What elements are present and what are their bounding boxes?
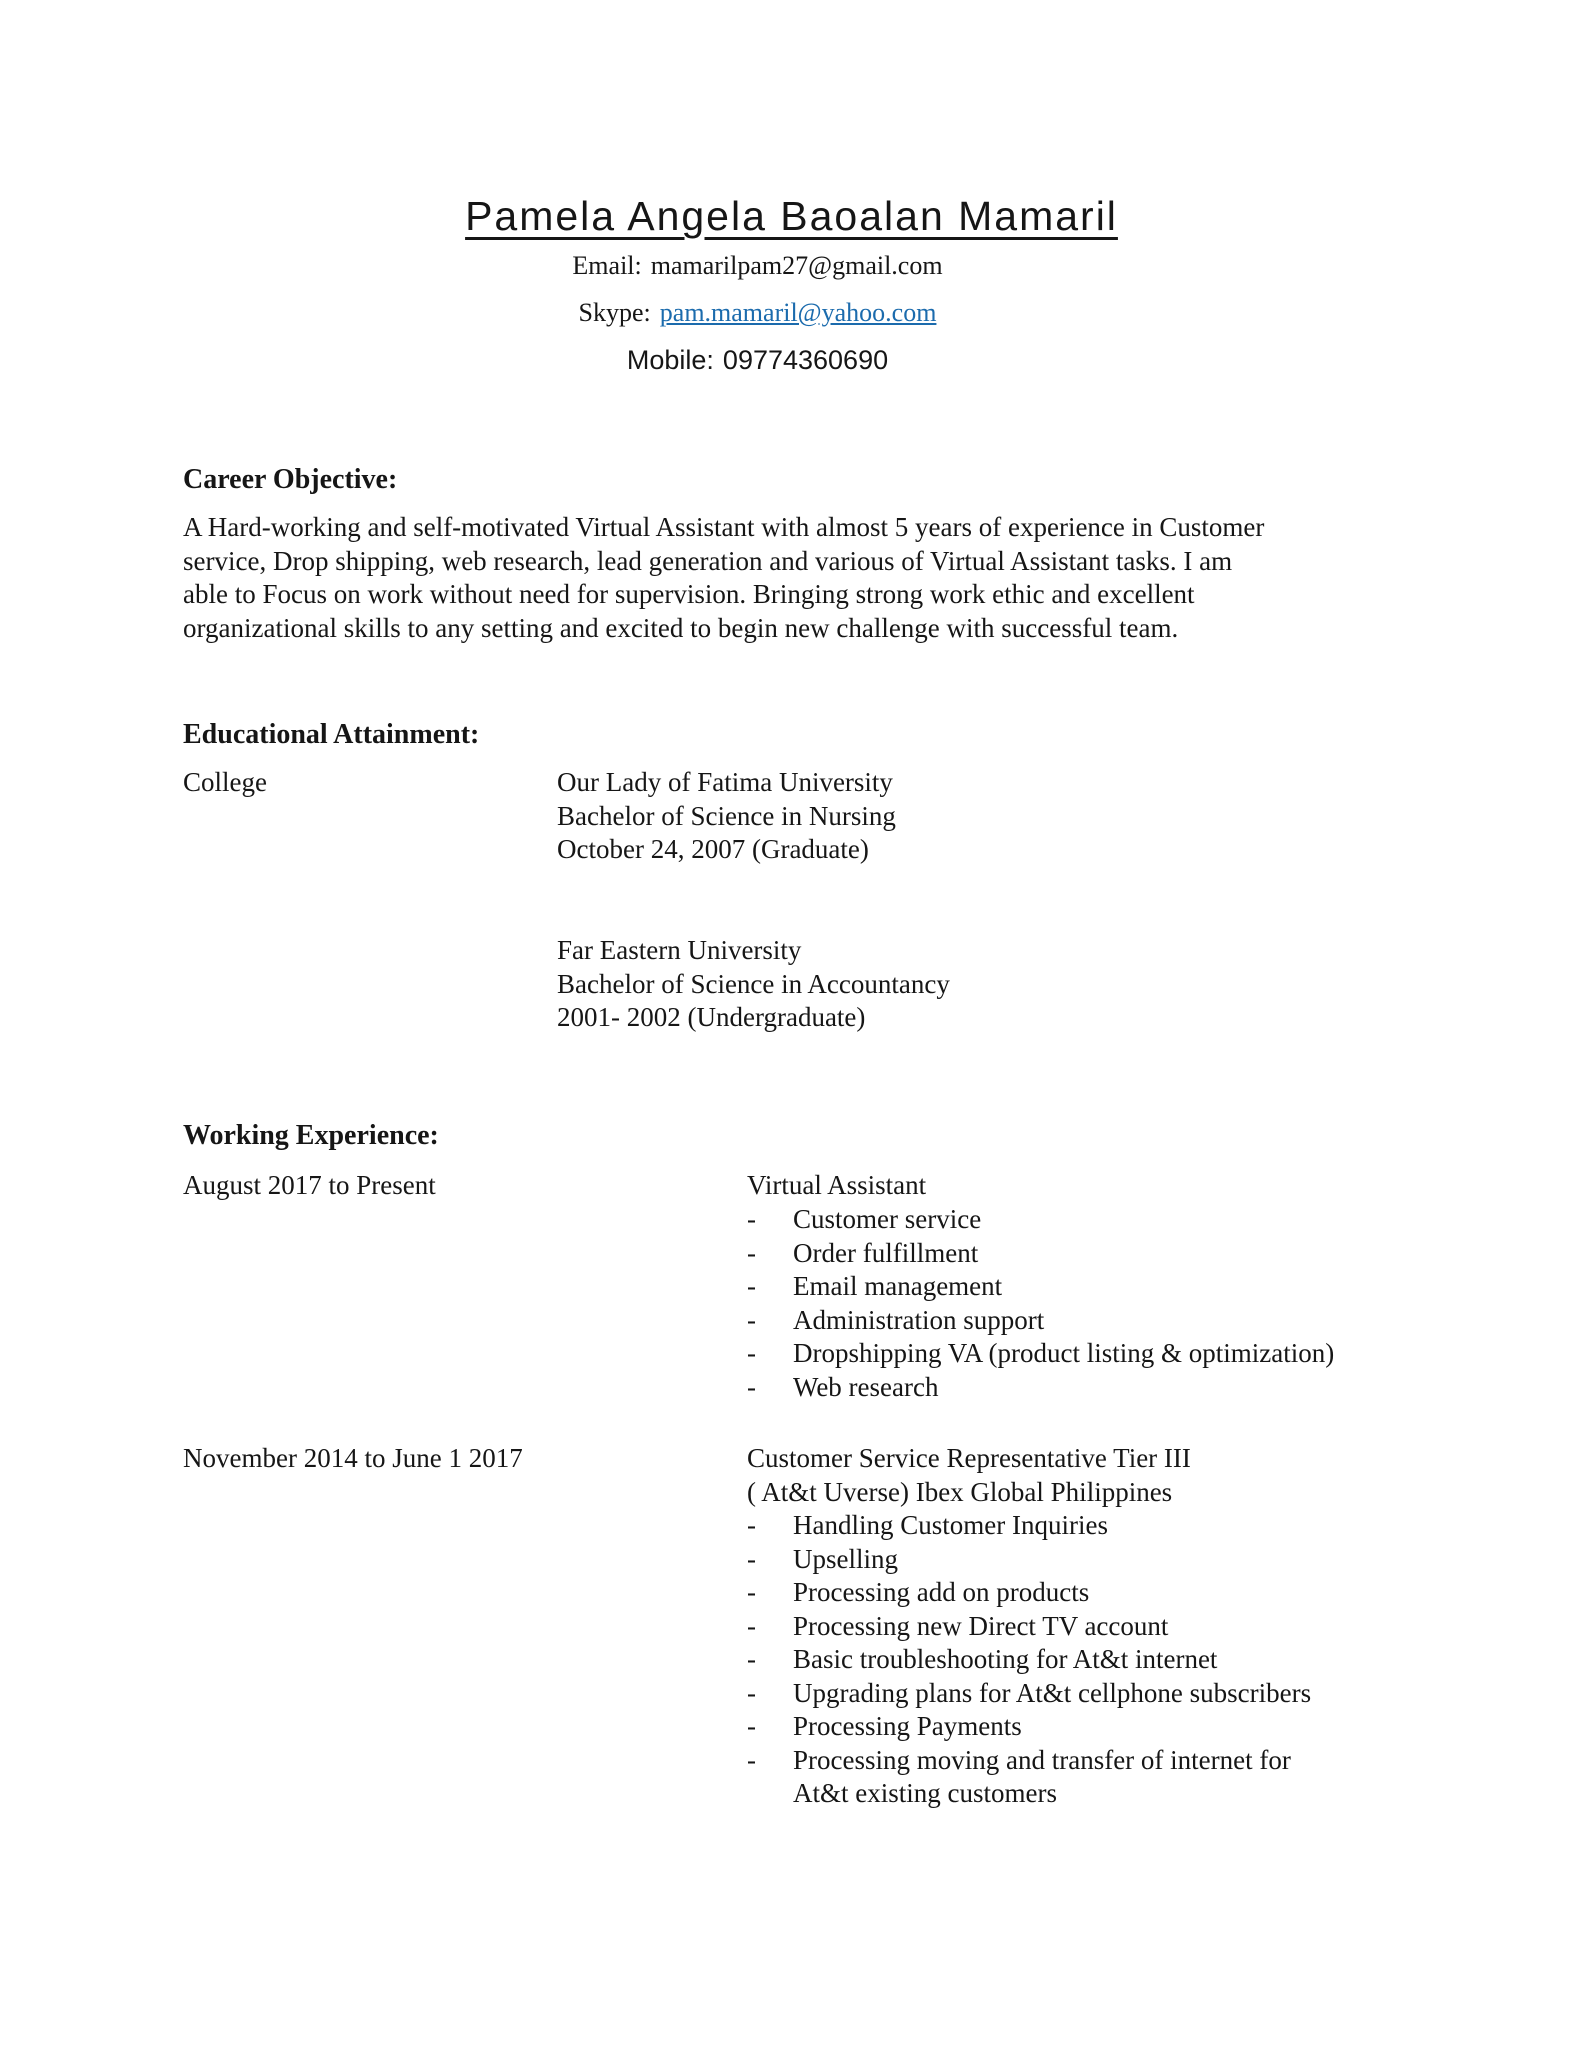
bullet-label: Processing new Direct TV account (793, 1610, 1169, 1641)
job-bullet-item (747, 1610, 1333, 1644)
education-entry (557, 766, 896, 867)
bullet-dash: - (747, 1711, 756, 1741)
resume-name-title: Pamela Angela Baoalan Mamaril (465, 193, 1118, 239)
bullet-dash: - (747, 1610, 756, 1641)
job-bullet-item (747, 1203, 1334, 1237)
job-bullet-item (747, 1543, 1333, 1577)
job-period: August 2017 to Present (183, 1170, 436, 1200)
career-objective-paragraph (183, 511, 1423, 645)
email-value: mamarilpam27@gmail.com (650, 251, 943, 280)
job-bullet-item (747, 1576, 1333, 1610)
mobile-value: 09774360690 (722, 345, 889, 375)
contact-mobile-line (0, 344, 1515, 376)
job-title: Virtual Assistant (747, 1170, 927, 1200)
bullet-dash: - (747, 1644, 756, 1674)
education-level-label: College (183, 767, 267, 797)
job-title-block (747, 1442, 1191, 1509)
bullet-dash: - (747, 1543, 756, 1574)
contact-email-line (0, 250, 1515, 282)
bullet-dash: - (747, 1371, 756, 1402)
education-degree: Bachelor of Science in Accountancy (557, 968, 950, 999)
bullet-label: Web research (793, 1371, 939, 1402)
skype-label: Skype: (578, 298, 651, 327)
education-date: 2001- 2002 (Undergraduate) (557, 1002, 866, 1032)
job-bullet-list (747, 1509, 1333, 1811)
job-bullet-item (747, 1643, 1333, 1677)
education-date: October 24, 2007 (Graduate) (557, 834, 869, 864)
bullet-dash: - (747, 1338, 756, 1368)
bullet-label: Handling Customer Inquiries (793, 1510, 1108, 1540)
bullet-label: Administration support (793, 1304, 1045, 1335)
bullet-dash: - (747, 1204, 756, 1234)
bullet-dash: - (747, 1510, 756, 1540)
education-school: Far Eastern University (557, 935, 802, 965)
job-bullet-item (747, 1371, 1334, 1405)
bullet-label: Upgrading plans for At&t cellphone subscribers (793, 1677, 1312, 1708)
job-title: Customer Service Representative Tier III (747, 1443, 1191, 1473)
bullet-dash: - (747, 1271, 756, 1301)
education-entry (557, 934, 950, 1035)
career-objective-line: A Hard-working and self-motivated Virtual Assistant with almost 5 years of experience in Customer (183, 512, 1265, 542)
job-bullet-item (747, 1744, 1333, 1811)
bullet-label: Email management (793, 1271, 1003, 1301)
job-period: November 2014 to June 1 2017 (183, 1443, 523, 1473)
job-company: ( At&t Uverse) Ibex Global Philippines (747, 1476, 1173, 1507)
bullet-dash: - (747, 1744, 756, 1775)
mobile-label: Mobile: (626, 345, 714, 375)
job-bullet-list (747, 1203, 1334, 1404)
bullet-label: Customer service (793, 1204, 982, 1234)
job-bullet-item (747, 1304, 1334, 1338)
email-label: Email: (572, 251, 642, 280)
career-objective-line: service, Drop shipping, web research, lead generation and various of Virtual Assistant tasks. I am (183, 545, 1233, 576)
job-bullet-item (747, 1270, 1334, 1304)
education-school: Our Lady of Fatima University (557, 767, 893, 797)
bullet-dash: - (747, 1677, 756, 1708)
contact-skype-line (0, 297, 1515, 329)
job-bullet-item (747, 1677, 1333, 1711)
job-bullet-item (747, 1710, 1333, 1744)
skype-link[interactable]: pam.mamaril@yahoo.com (659, 298, 937, 327)
career-objective-line: able to Focus on work without need for supervision. Bringing strong work ethic and excellent (183, 579, 1195, 609)
career-objective-line: organizational skills to any setting and excited to begin new challenge with successful team. (183, 612, 1179, 643)
bullet-label: Processing Payments (793, 1711, 1022, 1741)
job-bullet-item (747, 1337, 1334, 1371)
education-degree: Bachelor of Science in Nursing (557, 800, 896, 831)
bullet-dash: - (747, 1304, 756, 1335)
bullet-label: Order fulfillment (793, 1237, 979, 1268)
bullet-dash: - (747, 1237, 756, 1268)
working-experience-heading: Working Experience: (183, 1120, 439, 1151)
job-bullet-item (747, 1237, 1334, 1271)
job-bullet-item (747, 1509, 1333, 1543)
bullet-label: Processing moving and transfer of internet for At&t existing customers (793, 1744, 1291, 1808)
bullet-label: Basic troubleshooting for At&t internet (793, 1644, 1218, 1674)
education-heading: Educational Attainment: (183, 719, 480, 750)
bullet-dash: - (747, 1577, 756, 1607)
bullet-label: Processing add on products (793, 1577, 1090, 1607)
bullet-label: Upselling (793, 1543, 898, 1574)
bullet-label: Dropshipping VA (product listing & optimization) (793, 1338, 1335, 1368)
career-objective-heading: Career Objective: (183, 464, 398, 495)
